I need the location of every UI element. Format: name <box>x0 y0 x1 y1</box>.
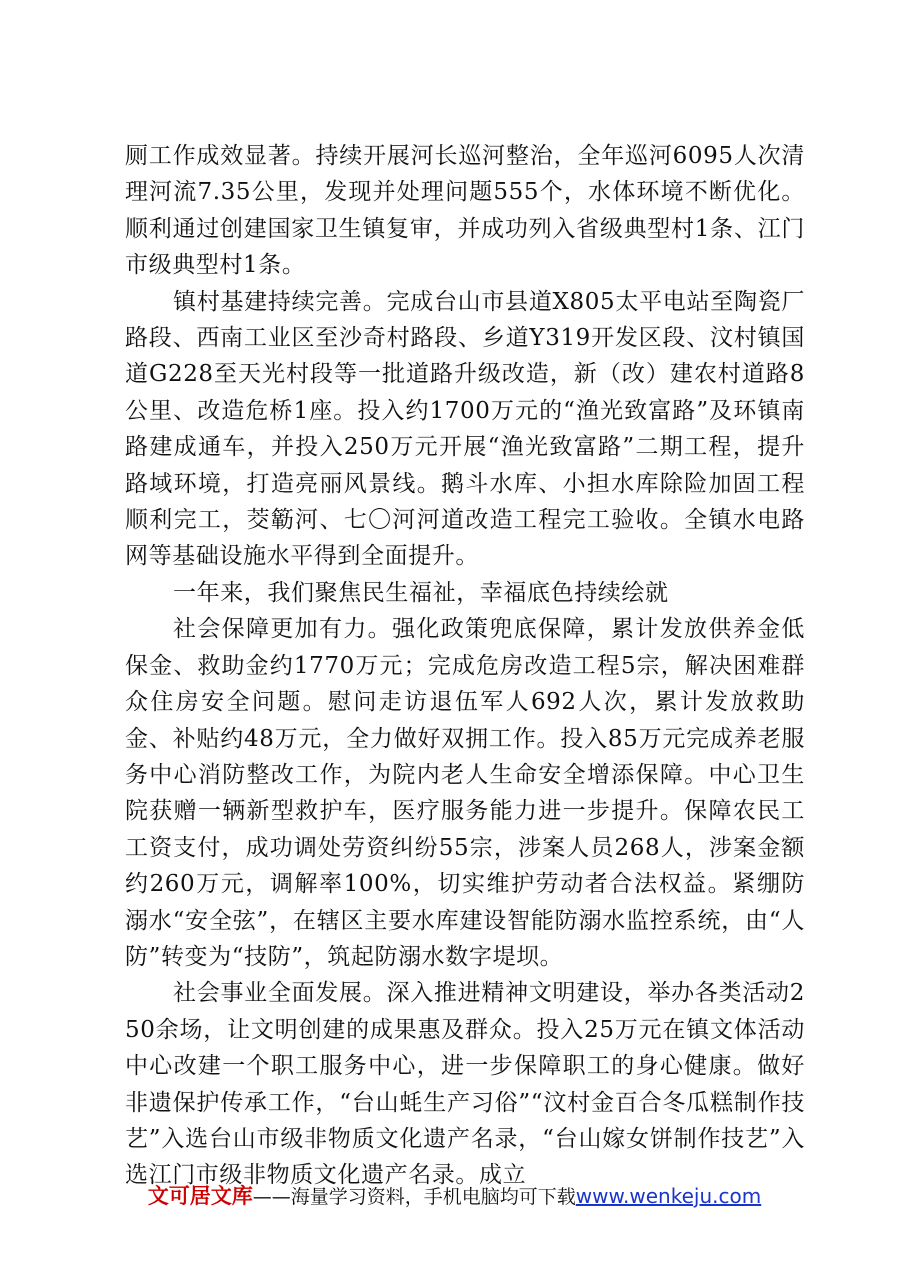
section-heading-livelihood: 一年来，我们聚焦民生福祉，幸福底色持续绘就 <box>173 579 669 606</box>
document-body <box>125 138 805 1194</box>
paragraph-sanitation-continued: 厕工作成效显著。持续开展河长巡河整治，全年巡河6095人次清理河流7.35公里，发现并处理问题555个，水体环境不断优化。顺利通过创建国家卫生镇复审，并成功列入省级典型村1条、江门市级典型村1条。 <box>125 143 805 279</box>
footer-banner <box>0 1183 909 1210</box>
paragraph-infrastructure: 镇村基建持续完善。完成台山市县道X805太平电站至陶瓷厂路段、西南工业区至沙奇村路段、乡道Y319开发区段、汶村镇国道G228至天光村段等一批道路升级改造，新（改）建农村道路8公里、改造危桥1座。投入约1700万元的“渔光致富路”及环镇南路建成通车，并投入250万元开展“渔光致富路”二期工程，提升路域环境，打造亮丽风景线。鹅斗水库、小担水库除险加固工程顺利完工，茭簕河、七〇河河道改造工程完工验收。全镇水电路网等基础设施水平得到全面提升。 <box>125 288 805 570</box>
footer-url-link[interactable]: www.wenkeju.com <box>575 1184 762 1208</box>
footer-brand: 文可居文库 <box>147 1184 253 1208</box>
paragraph-social-affairs: 社会事业全面发展。深入推进精神文明建设，举办各类活动250余场，让文明创建的成果惠及群众。投入25万元在镇文体活动中心改建一个职工服务中心，进一步保障职工的身心健康。做好非遗保护传承工作，“台山蚝生产习俗”“汶村金百合冬瓜糕制作技艺”入选台山市级非物质文化遗产名录，“台山嫁女饼制作技艺”入选江门市级非物质文化遗产名录。成立 <box>125 980 805 1189</box>
paragraph-social-security: 社会保障更加有力。强化政策兜底保障，累计发放供养金低保金、救助金约1770万元；完成危房改造工程5宗，解决困难群众住房安全问题。慰问走访退伍军人692人次，累计发放救助金、补贴约48万元，全力做好双拥工作。投入85万元完成养老服务中心消防整改工作，为院内老人生命安全增添保障。中心卫生院获赠一辆新型救护车，医疗服务能力进一步提升。保障农民工工资支付，成功调处劳资纠纷55宗，涉案人员268人，涉案金额约260万元，调解率100%，切实维护劳动者合法权益。紧绷防溺水“安全弦”，在辖区主要水库建设智能防溺水监控系统，由“人防”转变为“技防”，筑起防溺水数字堤坝。 <box>125 616 805 970</box>
footer-slogan: ——海量学习资料，手机电脑均可下载 <box>252 1186 576 1208</box>
